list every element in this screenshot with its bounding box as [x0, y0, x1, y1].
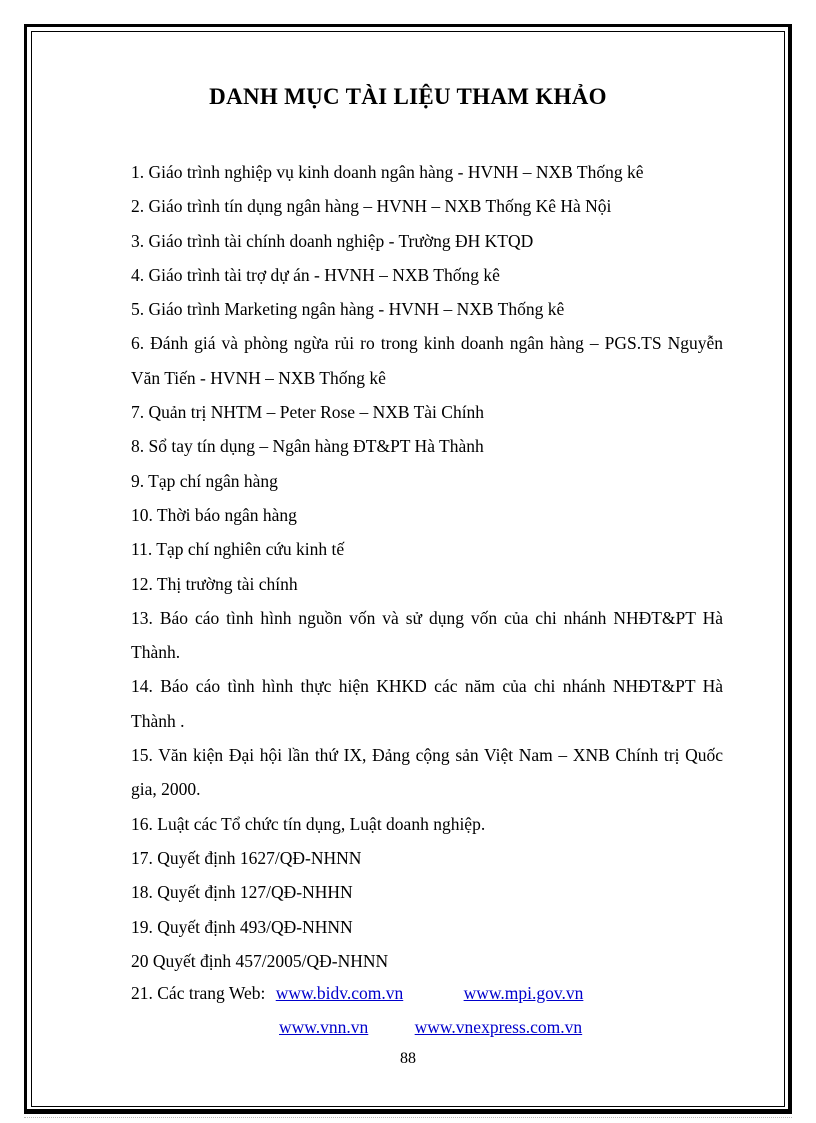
reference-item: 5. Giáo trình Marketing ngân hàng - HVNH – NXB Thống kê [131, 299, 565, 320]
reference-item: 1. Giáo trình nghiệp vụ kinh doanh ngân hàng - HVNH – NXB Thống kê [131, 162, 644, 182]
link-mpi[interactable]: www.mpi.gov.vn [463, 983, 584, 1003]
websites-label: 21. Các trang Web: [131, 983, 266, 1003]
reference-item: 6. Đánh giá và phòng ngừa rủi ro trong kinh doanh ngân hàng – PGS.TS Nguyễn Văn Tiến - HVNH – NXB Thống kê [131, 333, 723, 388]
reference-item: 16. Luật các Tổ chức tín dụng, Luật doanh nghiệp. [131, 813, 486, 834]
reference-item: 12. Thị trường tài chính [131, 573, 298, 594]
reference-item: 9. Tạp chí ngân hàng [131, 470, 278, 491]
link-bidv[interactable]: www.bidv.com.vn [275, 983, 404, 1003]
reference-item: 10. Thời báo ngân hàng [131, 504, 297, 525]
reference-item: 8. Sổ tay tín dụng – Ngân hàng ĐT&PT Hà Thành [131, 436, 484, 457]
reference-item: 2. Giáo trình tín dụng ngân hàng – HVNH – NXB Thống Kê Hà Nội [131, 196, 612, 217]
reference-item: 14. Báo cáo tình hình thực hiện KHKD các năm của chi nhánh NHĐT&PT Hà Thành . [131, 676, 723, 731]
reference-list [131, 155, 723, 978]
reference-item: 20 Quyết định 457/2005/QĐ-NHNN [131, 950, 389, 971]
reference-item: 13. Báo cáo tình hình nguồn vốn và sử dụng vốn của chi nhánh NHĐT&PT Hà Thành. [131, 607, 723, 663]
link-vnn[interactable]: www.vnn.vn [279, 1017, 369, 1037]
bottom-divider [24, 1117, 792, 1118]
reference-item: 11. Tạp chí nghiên cứu kinh tế [131, 539, 345, 560]
link-vnexpress[interactable]: www.vnexpress.com.vn [414, 1017, 583, 1037]
reference-item: 3. Giáo trình tài chính doanh nghiệp - Trường ĐH KTQD [131, 230, 534, 251]
reference-item: 17. Quyết định 1627/QĐ-NHNN [131, 847, 362, 868]
page-title: DANH MỤC TÀI LIỆU THAM KHẢO [209, 84, 607, 109]
reference-item: 7. Quản trị NHTM – Peter Rose – NXB Tài Chính [131, 402, 485, 423]
reference-item: 15. Văn kiện Đại hội lần thứ IX, Đảng cộng sản Việt Nam – XNB Chính trị Quốc gia, 2000. [131, 745, 723, 800]
reference-item: 4. Giáo trình tài trợ dự án - HVNH – NXB Thống kê [131, 264, 500, 285]
websites-row-1 [131, 983, 583, 1004]
reference-item: 19. Quyết định 493/QĐ-NHNN [131, 916, 353, 937]
websites-row-2 [279, 1017, 582, 1038]
page-number: 88 [400, 1050, 416, 1067]
reference-item: 18. Quyết định 127/QĐ-NHHN [131, 882, 353, 903]
